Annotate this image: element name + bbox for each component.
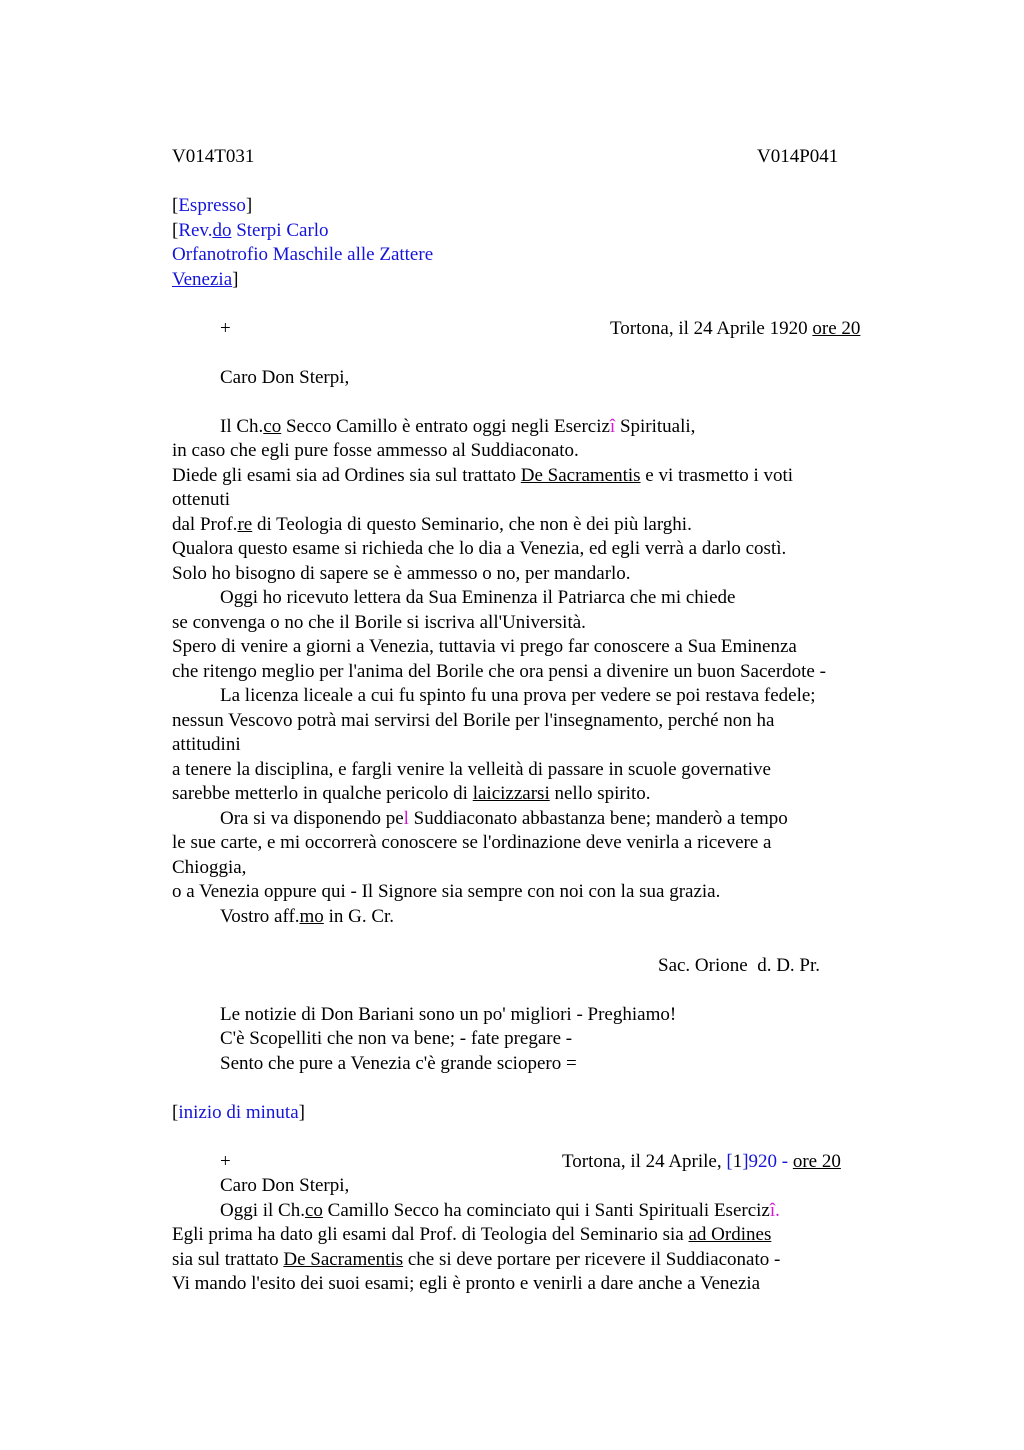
draft-line: Oggi il Ch.co Camillo Secco ha cominciato qui i Santi Spirituali Esercizî. xyxy=(220,1199,780,1221)
cross-symbol: + xyxy=(220,1150,231,1172)
address-line-city: Venezia] xyxy=(172,268,239,290)
postscript-line: C'è Scopelliti che non va bene; - fate pregare - xyxy=(220,1028,573,1049)
letter-line: in caso che egli pure fosse ammesso al Suddiaconato. xyxy=(172,440,579,461)
letter-line: sarebbe metterlo in qualche pericolo di laicizzarsi nello spirito. xyxy=(172,783,651,804)
letter-line: o a Venezia oppure qui - Il Signore sia sempre con noi con la sua grazia. xyxy=(172,881,721,902)
right-code: V014P041 xyxy=(757,146,839,167)
letter-line: Spero di venire a giorni a Venezia, tuttavia vi prego far conoscere a Sua Eminenza xyxy=(172,636,797,657)
letter-line: La licenza liceale a cui fu spinto fu una prova per vedere se poi restava fedele; xyxy=(220,685,816,706)
letter-line: attitudini xyxy=(172,734,241,755)
letter-line: Qualora questo esame si richieda che lo dia a Venezia, ed egli verrà a darlo costì. xyxy=(172,538,787,559)
letter-line: se convenga o no che il Borile si iscriva all'Università. xyxy=(172,611,586,633)
draft-dateline xyxy=(172,1150,892,1175)
draft-line: Egli prima ha dato gli esami dal Prof. di Teologia del Seminario sia ad Ordines xyxy=(172,1224,772,1245)
letter-line: Oggi ho ricevuto lettera da Sua Eminenza il Patriarca che mi chiede xyxy=(220,587,736,608)
letter-dateline xyxy=(172,317,892,342)
draft-line: sia sul trattato De Sacramentis che si deve portare per ricevere il Suddiaconato - xyxy=(172,1248,781,1270)
letter-line: Il Ch.co Secco Camillo è entrato oggi negli Esercizî Spirituali, xyxy=(220,415,696,437)
letter-line: dal Prof.re di Teologia di questo Seminario, che non è dei più larghi. xyxy=(172,513,692,535)
document-page xyxy=(172,145,892,1297)
signature: Sac. Orione d. D. Pr. xyxy=(658,954,821,976)
letter-line: che ritengo meglio per l'anima del Borile che ora pensi a divenire un buon Sacerdote - xyxy=(172,660,826,682)
letter-line: Ora si va disponendo pel Suddiaconato abbastanza bene; manderò a tempo xyxy=(220,807,788,829)
document-header xyxy=(172,145,892,170)
place-date: Tortona, il 24 Aprile 1920 ore 20 xyxy=(610,317,861,339)
letter-line: Solo ho bisogno di sapere se è ammesso o no, per mandarlo. xyxy=(172,562,631,584)
letter-line: Chioggia, xyxy=(172,856,247,878)
draft-place-date: Tortona, il 24 Aprile, [1]920 - ore 20 xyxy=(562,1150,841,1172)
cross-symbol: + xyxy=(220,317,231,339)
letter-line: le sue carte, e mi occorrerà conoscere se l'ordinazione deve venirla a ricevere a xyxy=(172,832,772,853)
postscript-line: Sento che pure a Venezia c'è grande sciopero = xyxy=(220,1052,577,1074)
letter-line: Diede gli esami sia ad Ordines sia sul trattato De Sacramentis e vi trasmetto i voti xyxy=(172,464,794,486)
postscript-line: Le notizie di Don Bariani sono un po' migliori - Preghiamo! xyxy=(220,1003,677,1025)
draft-salutation: Caro Don Sterpi, xyxy=(220,1175,350,1196)
address-line-institution: Orfanotrofio Maschile alle Zattere xyxy=(172,244,434,265)
letter-line: a tenere la disciplina, e fargli venire la velleità di passare in scuole governative xyxy=(172,758,771,780)
signature-line xyxy=(172,954,892,979)
address-line-espresso: [Espresso] xyxy=(172,195,253,216)
address-line-recipient: [Rev.do Sterpi Carlo xyxy=(172,219,329,241)
letter-line: ottenuti xyxy=(172,489,231,510)
letter-line: nessun Vescovo potrà mai servirsi del Borile per l'insegnamento, perché non ha xyxy=(172,709,775,731)
draft-line: Vi mando l'esito dei suoi esami; egli è pronto e venirli a dare anche a Venezia xyxy=(172,1273,761,1294)
letter-salutation: Caro Don Sterpi, xyxy=(220,366,350,388)
draft-label: [inizio di minuta] xyxy=(172,1101,305,1123)
left-code: V014T031 xyxy=(172,146,255,167)
letter-closing: Vostro aff.mo in G. Cr. xyxy=(220,905,395,927)
